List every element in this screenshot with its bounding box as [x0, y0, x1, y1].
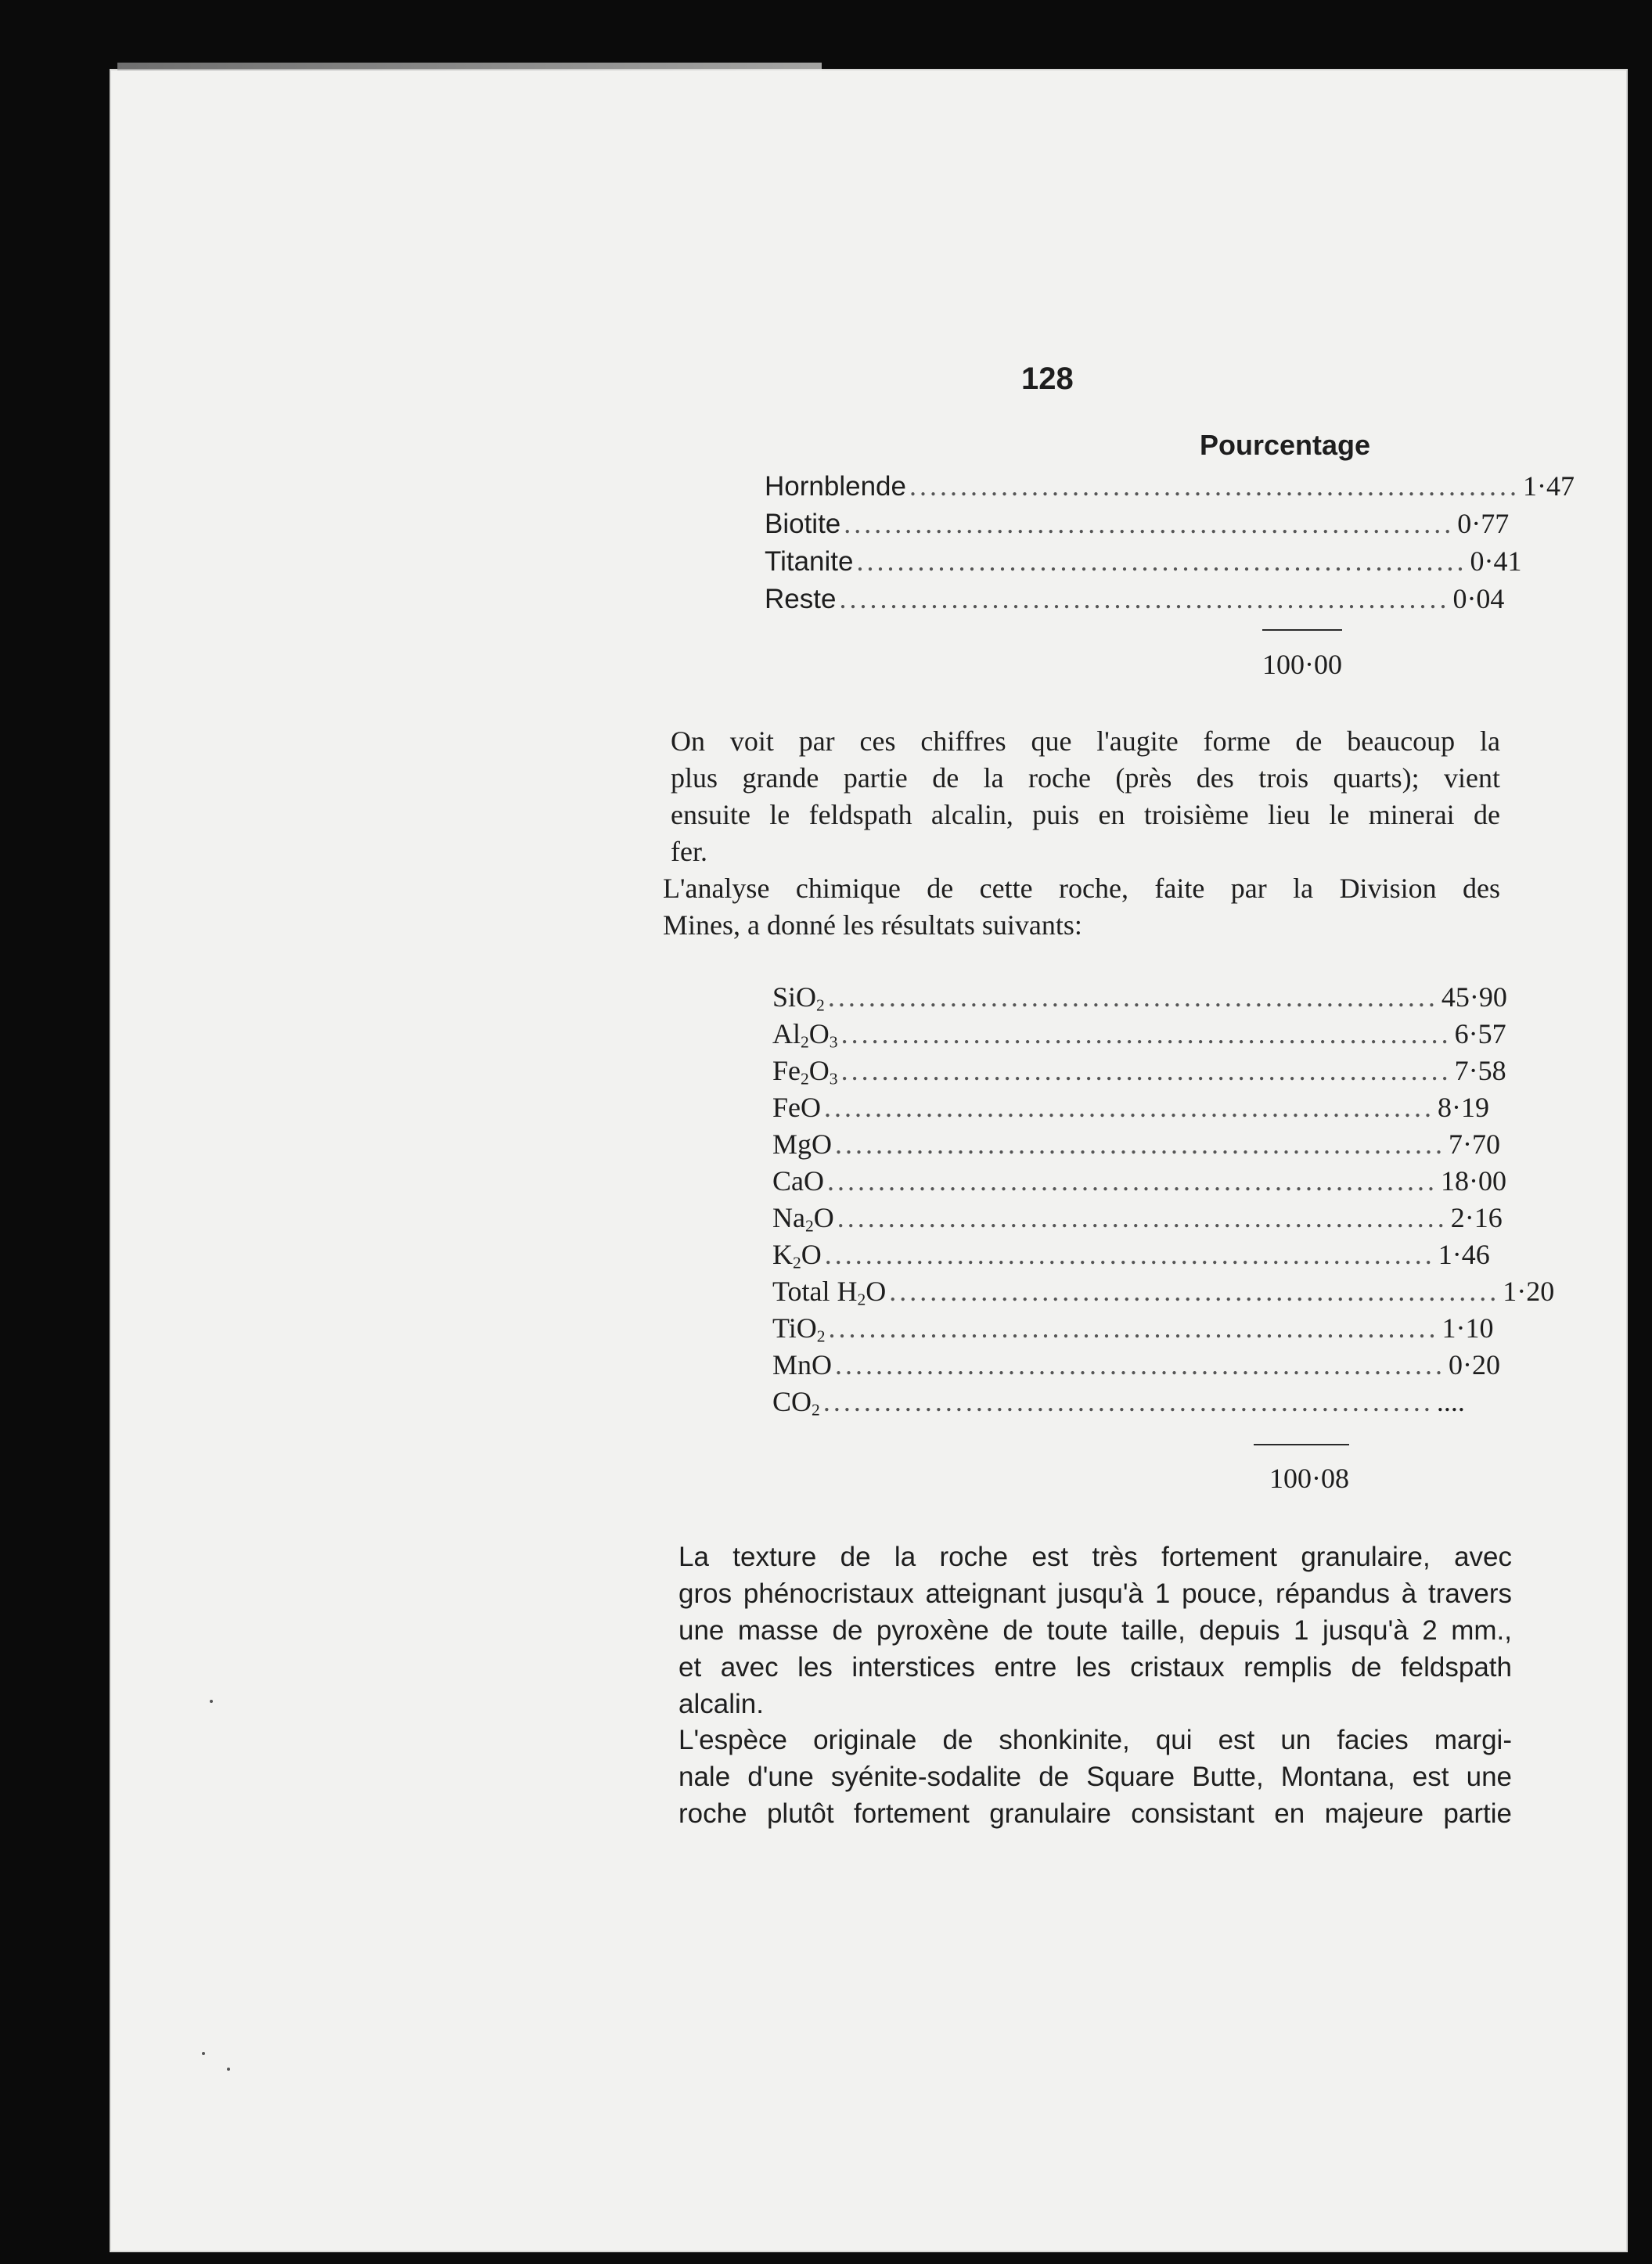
table-row	[772, 1312, 1494, 1348]
leader-dots: ............................................................	[835, 1349, 1446, 1380]
compound-name: $K_2O$	[772, 1239, 822, 1272]
sum-rule	[1262, 629, 1342, 631]
leader-dots: ............................................................	[840, 1055, 1452, 1086]
leader-dots: ............................................................	[835, 1128, 1446, 1160]
mineral-total: 100·00	[1262, 649, 1342, 680]
compound-name: $Fe_2O_3$	[772, 1055, 838, 1089]
table-row	[772, 1017, 1506, 1054]
text-line: On voit par ces chiffres que l'augite forme de beaucoup la	[671, 725, 1500, 757]
compound-value: 1·46	[1438, 1239, 1490, 1270]
table-row	[765, 470, 1575, 507]
table-row	[772, 1091, 1489, 1128]
compound-value: 7·70	[1449, 1128, 1501, 1160]
page-number: 128	[1021, 362, 1074, 396]
mineral-percentage: 0·04	[1452, 583, 1505, 614]
paragraph-texture	[616, 1539, 1512, 1722]
table-row	[772, 1238, 1490, 1275]
leader-dots: ............................................................	[844, 508, 1455, 539]
compound-value: 2·16	[1450, 1202, 1503, 1233]
compound-name: MnO	[772, 1349, 833, 1380]
table-row	[772, 1385, 1465, 1422]
chemical-analysis-table	[772, 981, 1555, 1422]
table-row	[765, 582, 1505, 620]
compound-value: ....	[1436, 1386, 1465, 1417]
leader-dots: ............................................................	[827, 1165, 1438, 1197]
text-line: La texture de la roche est très fortement granulaire, avec	[678, 1542, 1512, 1572]
leader-dots: ............................................................	[839, 583, 1450, 614]
compound-value: 0·20	[1449, 1349, 1501, 1380]
compound-name: MgO	[772, 1128, 833, 1160]
mineral-name: Biotite	[765, 509, 841, 539]
table-row	[772, 1201, 1503, 1238]
mineral-percentage: 0·77	[1457, 508, 1510, 539]
compound-name: CaO	[772, 1165, 824, 1197]
text-line: une masse de pyroxène de toute taille, depuis 1 jusqu'à 2 mm.,	[678, 1615, 1512, 1646]
leader-dots: ............................................................	[856, 545, 1467, 577]
scan-speck	[227, 2068, 230, 2071]
compound-name: SiO$_2$	[772, 981, 825, 1015]
paragraph-augite	[608, 723, 1500, 870]
text-line: alcalin.	[678, 1689, 764, 1719]
mineral-name: Titanite	[765, 546, 854, 577]
compound-value: 6·57	[1454, 1018, 1506, 1049]
text-line: et avec les interstices entre les cristaux remplis de feldspath	[678, 1652, 1512, 1683]
leader-dots: ............................................................	[824, 1239, 1435, 1270]
text-line: L'espèce originale de shonkinite, qui est un facies margi-	[678, 1725, 1512, 1755]
paragraph-chemical-analysis	[608, 870, 1500, 944]
table-row	[765, 545, 1522, 582]
compound-value: 1·10	[1441, 1312, 1494, 1344]
mineral-name: Hornblende	[765, 471, 906, 502]
compound-name: $CO_2$	[772, 1386, 820, 1420]
leader-dots: ............................................................	[828, 1312, 1439, 1344]
leader-dots: ............................................................	[837, 1202, 1448, 1233]
compound-value: 45·90	[1441, 981, 1507, 1013]
table-row	[772, 1128, 1501, 1164]
compound-name: TiO$_2$	[772, 1312, 826, 1346]
mineral-composition-table	[765, 470, 1575, 620]
leader-dots: ............................................................	[822, 1386, 1434, 1417]
table-row	[772, 1054, 1506, 1091]
text-line: L'analyse chimique de cette roche, faite par la Division des	[663, 873, 1500, 904]
table-row	[772, 1275, 1555, 1312]
percentage-column-header: Pourcentage	[1200, 429, 1371, 461]
table-row	[765, 507, 1510, 545]
scan-speck	[202, 2052, 205, 2055]
compound-value: 18·00	[1441, 1165, 1506, 1197]
leader-dots: ............................................................	[840, 1018, 1452, 1049]
text-line: ensuite le feldspath alcalin, puis en troisième lieu le minerai de	[671, 799, 1500, 830]
text-line: gros phénocristaux atteignant jusqu'à 1 pouce, répandus à travers	[678, 1578, 1512, 1609]
scan-speck	[210, 1700, 213, 1703]
compound-name: FeO	[772, 1092, 821, 1123]
text-line: Mines, a donné les résultats suivants:	[663, 909, 1082, 941]
leader-dots: ............................................................	[909, 470, 1520, 502]
compound-value: 8·19	[1438, 1092, 1489, 1123]
table-row	[772, 1164, 1506, 1201]
chemical-total: 100·08	[1269, 1463, 1349, 1494]
mineral-name: Reste	[765, 584, 837, 614]
compound-name: $Al_2O_3$	[772, 1018, 838, 1052]
compound-value: 1·20	[1503, 1276, 1555, 1307]
compound-name: $Na_2O$	[772, 1202, 834, 1236]
mineral-percentage: 1·47	[1522, 470, 1575, 502]
mineral-percentage: 0·41	[1470, 545, 1522, 577]
sum-rule	[1254, 1444, 1349, 1445]
leader-dots: ............................................................	[824, 1092, 1434, 1123]
paragraph-shonkinite	[616, 1722, 1512, 1832]
text-line: nale d'une syénite-sodalite de Square Butte, Montana, est une	[678, 1762, 1512, 1792]
compound-name: Total $H_2O$	[772, 1276, 887, 1309]
text-line: fer.	[671, 836, 707, 867]
compound-value: 7·58	[1454, 1055, 1506, 1086]
leader-dots: ............................................................	[889, 1276, 1500, 1307]
table-row	[772, 1348, 1501, 1385]
leader-dots: ............................................................	[827, 981, 1438, 1013]
text-line: roche plutôt fortement granulaire consistant en majeure partie	[678, 1798, 1512, 1829]
text-line: plus grande partie de la roche (près des trois quarts); vient	[671, 762, 1500, 794]
table-row	[772, 981, 1507, 1017]
page-edge-shadow	[117, 63, 822, 70]
